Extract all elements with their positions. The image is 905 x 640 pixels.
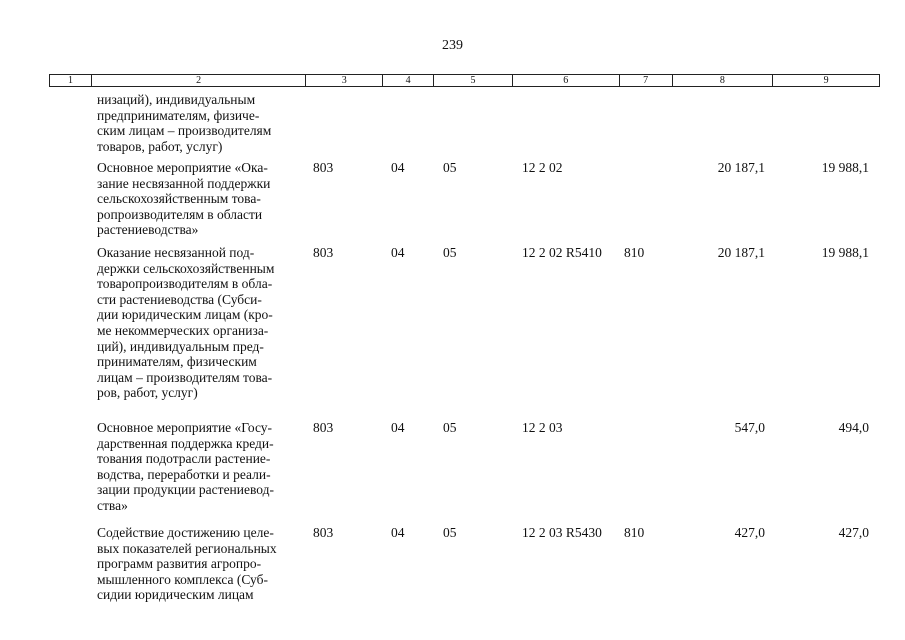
- desc-line: ций), индивидуальным пред-: [97, 338, 264, 354]
- desc-line: сидии юридическим лицам: [97, 587, 254, 603]
- row-description: [97, 525, 307, 603]
- cell-amount-1: 547,0: [734, 420, 765, 435]
- cell-section: 04: [391, 245, 405, 260]
- cell-target-article: 12 2 03: [522, 420, 563, 435]
- cell-amount-1: 20 187,1: [717, 160, 765, 175]
- cell-amount-1: 20 187,1: [717, 245, 765, 260]
- desc-line: вых показателей региональных: [97, 540, 277, 556]
- desc-line: ропроизводителям в области: [97, 206, 263, 222]
- cell-target-article: 12 2 02: [522, 160, 563, 175]
- desc-line: зание несвязанной поддержки: [97, 175, 271, 191]
- header-cell-7: 7: [620, 75, 673, 86]
- header-cell-9: 9: [823, 75, 829, 86]
- header-cell-6: 6: [513, 75, 620, 86]
- desc-line: товаропроизводителям в обла-: [97, 276, 273, 292]
- desc-line: растениеводства»: [97, 222, 199, 238]
- cell-subsection: 05: [443, 160, 457, 175]
- desc-line: Оказание несвязанной под-: [97, 245, 255, 260]
- desc-line: сельскохозяйственным това-: [97, 191, 261, 207]
- cell-target-article: 12 2 03 R5430: [522, 525, 602, 540]
- desc-line: дии юридическим лицам (кро-: [97, 307, 273, 323]
- row-description: [97, 245, 307, 401]
- desc-line: Основное мероприятие «Ока-: [97, 160, 268, 175]
- cell-section: 04: [391, 420, 405, 435]
- table-header-row: [49, 74, 880, 87]
- cell-ministry-code: 803: [313, 160, 334, 175]
- desc-line: водства, переработки и реали-: [97, 466, 271, 482]
- cell-section: 04: [391, 525, 405, 540]
- row-description: [97, 160, 307, 238]
- cell-amount-2: 19 988,1: [821, 245, 869, 260]
- desc-line: лицам – производителям това-: [97, 369, 273, 385]
- header-cell-5: 5: [434, 75, 513, 86]
- cell-ministry-code: 803: [313, 245, 334, 260]
- cell-subsection: 05: [443, 525, 457, 540]
- header-cell-8: 8: [673, 75, 774, 86]
- cell-expense-type: 810: [624, 245, 645, 260]
- cell-target-article: 12 2 02 R5410: [522, 245, 602, 260]
- cell-subsection: 05: [443, 245, 457, 260]
- desc-line: ме некоммерческих организа-: [97, 322, 269, 338]
- desc-line: ским лицам – производителям: [97, 123, 272, 139]
- desc-line: ства»: [97, 497, 128, 513]
- cell-ministry-code: 803: [313, 525, 334, 540]
- desc-line: сти растениеводства (Субси-: [97, 291, 262, 307]
- header-cell-3: 3: [306, 75, 383, 86]
- cell-expense-type: 810: [624, 525, 645, 540]
- row-description: [97, 92, 307, 154]
- desc-line: дарственная поддержка креди-: [97, 435, 274, 451]
- desc-line: держки сельскохозяйственным: [97, 260, 275, 276]
- header-cell-1: 1: [50, 75, 92, 86]
- desc-line: Основное мероприятие «Госу-: [97, 420, 273, 435]
- desc-line: принимателям, физическим: [97, 354, 257, 370]
- desc-line: товаров, работ, услуг): [97, 138, 223, 154]
- page-number: 239: [442, 38, 463, 53]
- desc-line: тования подотрасли растение-: [97, 451, 271, 467]
- cell-amount-2: 427,0: [838, 525, 869, 540]
- cell-amount-2: 494,0: [838, 420, 869, 435]
- cell-amount-2: 19 988,1: [821, 160, 869, 175]
- row-description: [97, 420, 307, 514]
- desc-line: мышленного комплекса (Суб-: [97, 571, 268, 587]
- header-cell-2: 2: [92, 75, 306, 86]
- desc-line: программ развития агропро-: [97, 556, 262, 572]
- desc-line: низаций), индивидуальным: [97, 92, 256, 107]
- desc-line: Содействие достижению целе-: [97, 525, 274, 540]
- desc-line: предпринимателям, физиче-: [97, 107, 260, 123]
- header-cell-4: 4: [383, 75, 434, 86]
- cell-ministry-code: 803: [313, 420, 334, 435]
- cell-section: 04: [391, 160, 405, 175]
- cell-subsection: 05: [443, 420, 457, 435]
- desc-line: ров, работ, услуг): [97, 385, 198, 401]
- cell-amount-1: 427,0: [734, 525, 765, 540]
- desc-line: зации продукции растениевод-: [97, 482, 275, 498]
